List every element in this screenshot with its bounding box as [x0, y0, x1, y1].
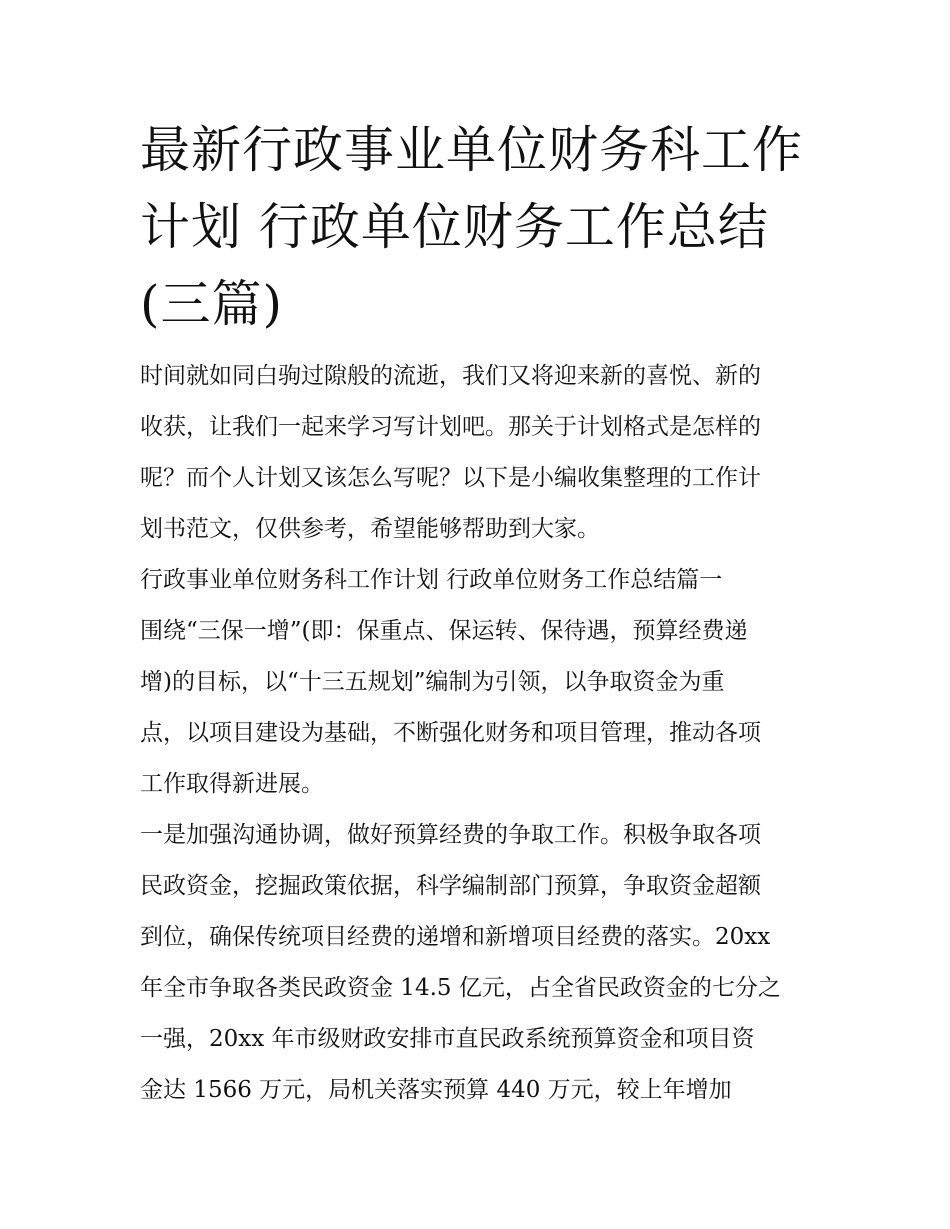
text-line: 工作取得新进展。 — [140, 771, 324, 797]
title-line: (三篇) — [140, 275, 284, 333]
document-title — [140, 112, 812, 343]
text-line: 金达 1566 万元，局机关落实预算 440 万元，较上年增加 — [140, 1077, 732, 1103]
document-page — [140, 112, 812, 1116]
text-line: 一强，20xx 年市级财政安排市直民政系统预算资金和项目资 — [140, 1026, 755, 1052]
goal-paragraph — [140, 606, 812, 810]
text-line: 一是加强沟通协调，做好预算经费的争取工作。积极争取各项 — [140, 822, 761, 848]
title-line: 最新行政事业单位财务科工作 — [140, 121, 803, 179]
intro-paragraph — [140, 351, 812, 555]
text-line: 民政资金，挖掘政策依据，科学编制部门预算，争取资金超额 — [140, 873, 761, 899]
text-line: 点，以项目建设为基础，不断强化财务和项目管理，推动各项 — [140, 720, 761, 746]
text-line: 增)的目标，以“十三五规划”编制为引领，以争取资金为重 — [140, 669, 725, 695]
text-line: 到位，确保传统项目经费的递增和新增项目经费的落实。20xx — [140, 924, 771, 950]
funding-paragraph — [140, 810, 812, 1116]
text-line: 划书范文，仅供参考，希望能够帮助到大家。 — [140, 516, 600, 542]
text-line: 时间就如同白驹过隙般的流逝，我们又将迎来新的喜悦、新的 — [140, 363, 761, 389]
text-line: 年全市争取各类民政资金 14.5 亿元，占全省民政资金的七分之 — [140, 975, 781, 1001]
document-body — [140, 351, 812, 1116]
text-line: 围绕“三保一增”(即：保重点、保运转、保待遇，预算经费递 — [140, 618, 748, 644]
text-line: 呢？而个人计划又该怎么写呢？以下是小编收集整理的工作计 — [140, 465, 761, 491]
section-heading — [140, 555, 812, 606]
text-line: 行政事业单位财务科工作计划 行政单位财务工作总结篇一 — [140, 567, 723, 593]
title-line: 计划 行政单位财务工作总结 — [140, 198, 769, 256]
text-line: 收获，让我们一起来学习写计划吧。那关于计划格式是怎样的 — [140, 414, 761, 440]
